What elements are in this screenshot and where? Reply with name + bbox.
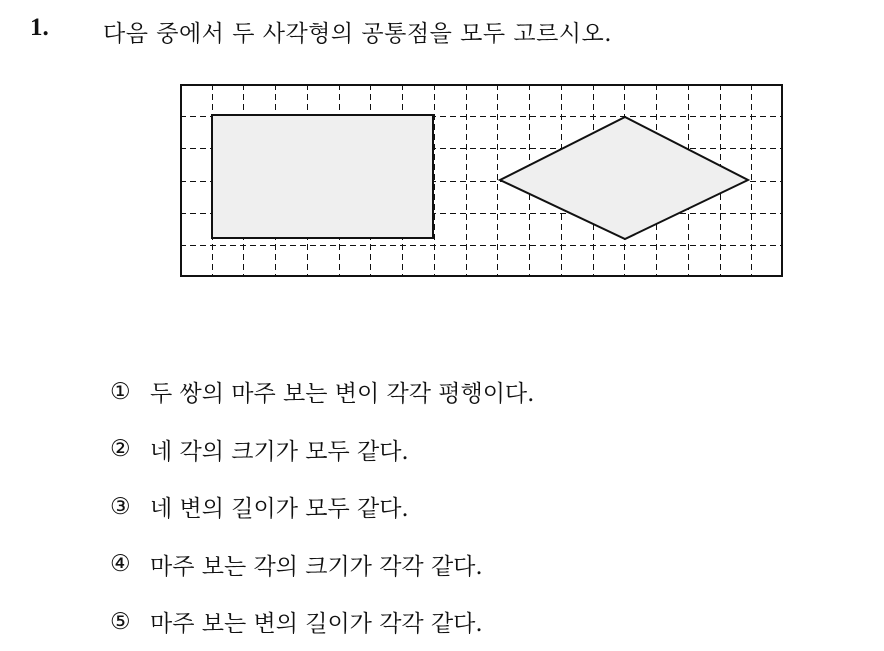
rhombus-shape <box>500 117 748 239</box>
choice-text: 마주 보는 각의 크기가 각각 같다. <box>150 553 483 580</box>
choice-4[interactable] <box>110 536 534 594</box>
choice-marker: ⑤ <box>110 608 131 635</box>
question-text: 다음 중에서 두 사각형의 공통점을 모두 고르시오. <box>103 21 613 47</box>
answer-choices <box>110 363 534 651</box>
choice-text: 네 각의 크기가 모두 같다. <box>150 438 409 465</box>
choice-5[interactable] <box>110 593 534 651</box>
choice-marker: ② <box>110 436 131 463</box>
grid-figure <box>180 84 783 277</box>
choice-text: 두 쌍의 마주 보는 변이 각각 평행이다. <box>150 381 535 408</box>
choice-marker: ③ <box>110 493 131 520</box>
rectangle-shape <box>212 115 433 238</box>
question-number: 1. <box>30 14 49 41</box>
choice-text: 마주 보는 변의 길이가 각각 같다. <box>150 611 483 638</box>
choice-2[interactable] <box>110 421 534 479</box>
choice-1[interactable] <box>110 363 534 421</box>
choice-marker: ① <box>110 378 131 405</box>
choice-marker: ④ <box>110 551 131 578</box>
choice-3[interactable] <box>110 478 534 536</box>
grid-svg <box>180 84 783 277</box>
choice-text: 네 변의 길이가 모두 같다. <box>150 496 409 523</box>
